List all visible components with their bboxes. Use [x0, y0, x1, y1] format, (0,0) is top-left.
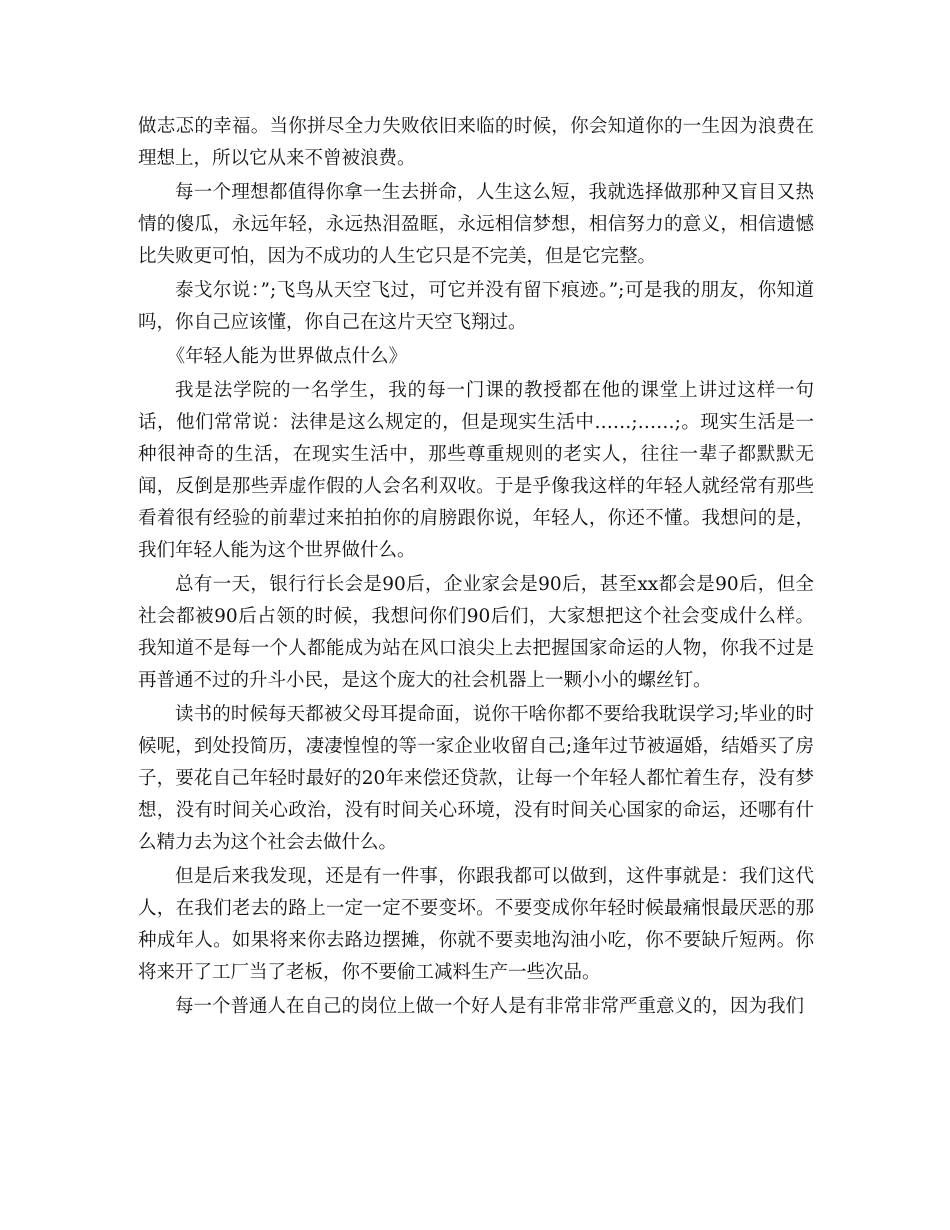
paragraph-truncated: 每一个普通人在自己的岗位上做一个好人是有非常非常严重意义的，因为我们	[175, 996, 805, 1017]
paragraph-quote: 泰戈尔说：”;飞鸟从天空飞过，可它并没有留下痕迹。”;可是我的朋友，你知道吗，你自己应该懂，你自己在这片天空飞翔过。	[138, 280, 814, 333]
document-body	[138, 111, 814, 1023]
paragraph: 但是后来我发现，还是有一件事，你跟我都可以做到，这件事就是：我们这代人，在我们老去的路上一定一定不要变坏。不要变成你年轻时候最痛恨最厌恶的那种成年人。如果将来你去路边摆摊，你就不要卖地沟油小吃，你不要缺斤短两。你将来开了工厂当了老板，你不要偷工减料生产一些次品。	[138, 866, 814, 983]
section-title: 《年轻人能为世界做点什么》	[166, 346, 408, 367]
paragraph: 每一个理想都值得你拿一生去拼命，人生这么短，我就选择做那种又盲目又热情的傻瓜，永远年轻，永远热泪盈眶，永远相信梦想，相信努力的意义，相信遗憾比失败更可怕，因为不成功的人生它只是不完美，但是它完整。	[138, 182, 814, 267]
paragraph-continuation: 做志忑的幸福。当你拼尽全力失败依旧来临的时候，你会知道你的一生因为浪费在理想上，所以它从来不曾被浪费。	[138, 116, 814, 169]
paragraph: 总有一天，银行行长会是90后，企业家会是90后，甚至xx都会是90后，但全社会都被90后占领的时候，我想问你们90后们，大家想把这个社会变成什么样。我知道不是每一个人都能成为站在风口浪尖上去把握国家命运的人物，你我不过是再普通不过的升斗小民，是这个庞大的社会机器上一颗小小的螺丝钉。	[138, 574, 814, 691]
paragraph: 读书的时候每天都被父母耳提命面，说你干啥你都不要给我耽误学习;毕业的时候呢，到处投简历，凄凄惶惶的等一家企业收留自己;逢年过节被逼婚，结婚买了房子，要花自己年轻时最好的20年来偿还贷款，让每一个年轻人都忙着生存，没有梦想，没有时间关心政治，没有时间关心环境，没有时间关心国家的命运，还哪有什么精力去为这个社会去做什么。	[138, 704, 814, 853]
paragraph: 我是法学院的一名学生，我的每一门课的教授都在他的课堂上讲过这样一句话，他们常常说：法律是这么规定的，但是现实生活中……;……;。现实生活是一种很神奇的生活，在现实生活中，那些尊重规则的老实人，往往一辈子都默默无闻，反倒是那些弄虚作假的人会名利双收。于是乎像我这样的年轻人就经常有那些看着很有经验的前辈过来拍拍你的肩膀跟你说，年轻人，你还不懂。我想问的是，我们年轻人能为这个世界做什么。	[138, 380, 814, 561]
